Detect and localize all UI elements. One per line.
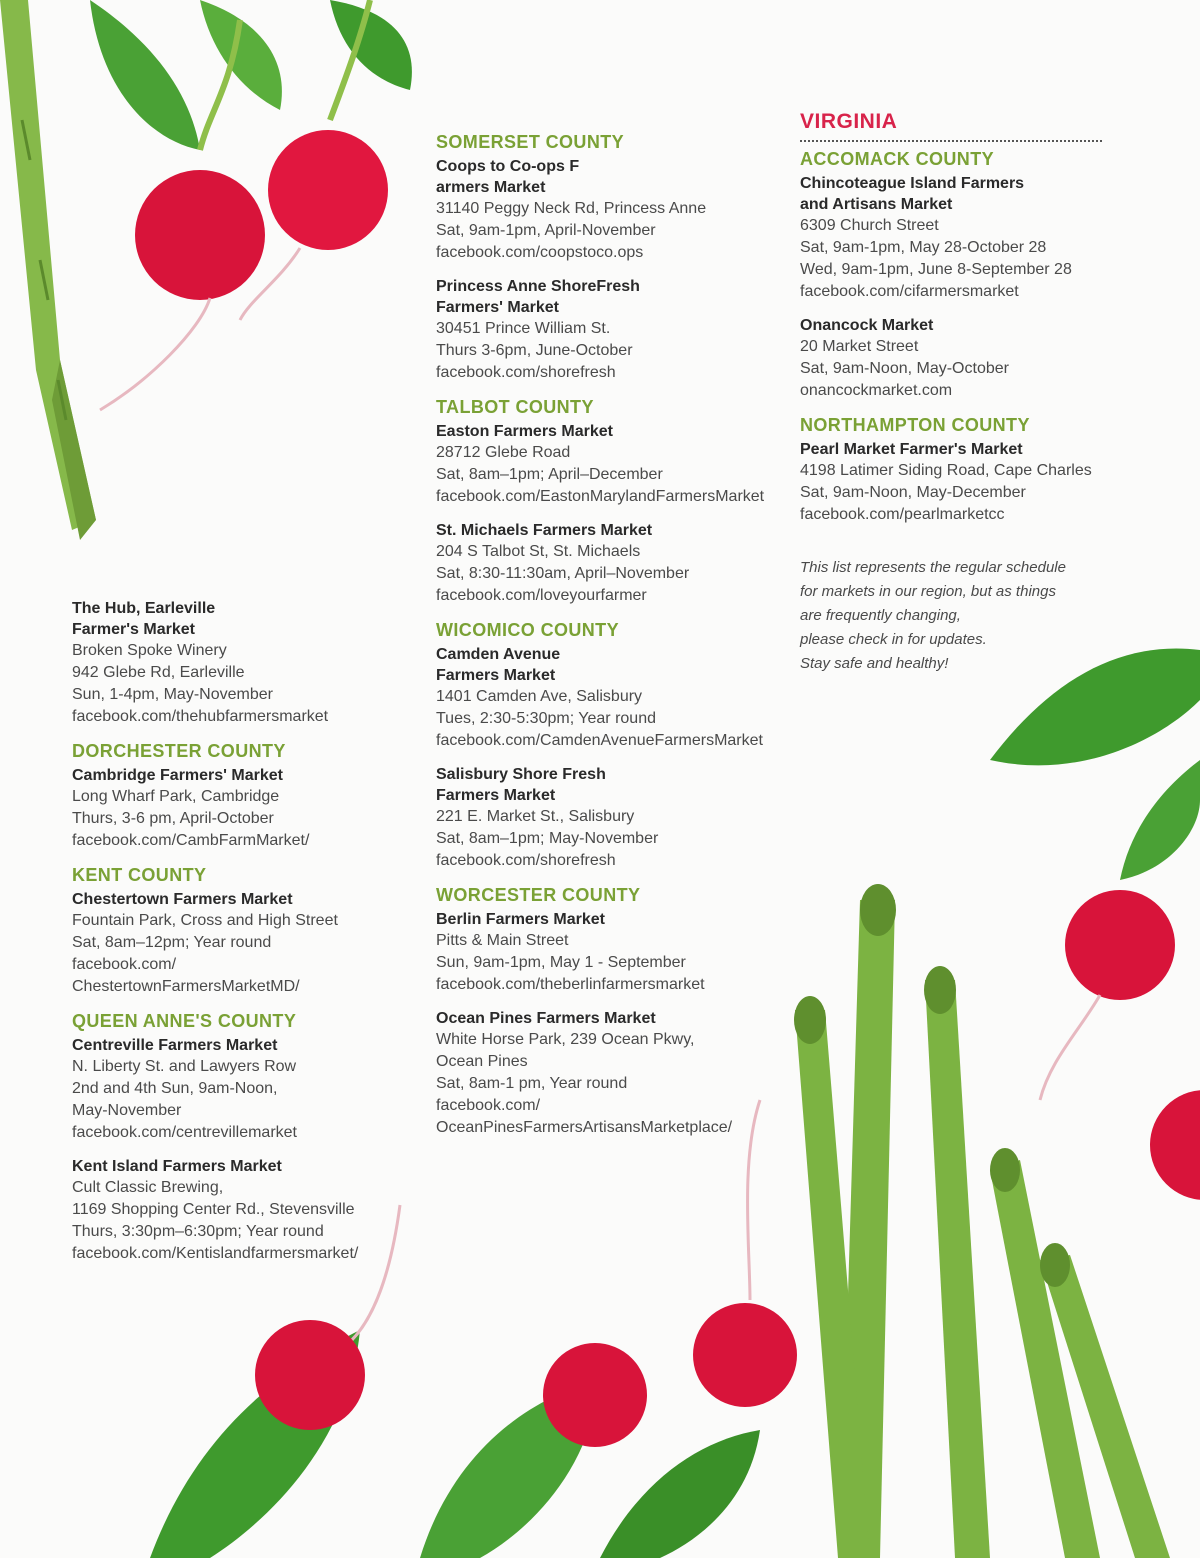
county-heading: QUEEN ANNE'S COUNTY xyxy=(72,1011,297,1031)
market-name: Ocean Pines Farmers Market xyxy=(436,1010,656,1027)
market-detail: White Horse Park, 239 Ocean Pkwy, xyxy=(436,1031,695,1048)
column-left xyxy=(72,598,412,1277)
market-detail: Sat, 9am-1pm, April-November xyxy=(436,222,656,239)
county-heading: DORCHESTER COUNTY xyxy=(72,741,286,761)
market-link[interactable]: OceanPinesFarmersArtisansMarketplace/ xyxy=(436,1119,733,1136)
market-listing xyxy=(436,764,776,872)
note-line: please check in for updates. xyxy=(800,631,987,648)
market-listing xyxy=(800,315,1102,402)
market-listing xyxy=(436,520,776,607)
radish-bottom-2-icon xyxy=(543,1343,647,1447)
disclaimer-note xyxy=(800,556,1102,676)
market-detail: Sat, 8:30-11:30am, April–November xyxy=(436,565,690,582)
market-detail: 942 Glebe Rd, Earleville xyxy=(72,664,245,681)
market-detail: 1169 Shopping Center Rd., Stevensville xyxy=(72,1201,355,1218)
county-heading: WICOMICO COUNTY xyxy=(436,620,619,640)
market-detail: 204 S Talbot St, St. Michaels xyxy=(436,543,641,560)
market-detail: Sat, 8am–12pm; Year round xyxy=(72,934,272,951)
market-link[interactable]: facebook.com/coopstoco.ops xyxy=(436,244,644,261)
market-detail: Sun, 1-4pm, May-November xyxy=(72,686,273,703)
market-detail: Sat, 9am-Noon, May-October xyxy=(800,360,1009,377)
leaf-top-left-icon xyxy=(90,0,200,150)
market-listing xyxy=(72,598,412,728)
market-detail: Tues, 2:30-5:30pm; Year round xyxy=(436,710,656,727)
market-detail: Long Wharf Park, Cambridge xyxy=(72,788,280,805)
market-detail: 20 Market Street xyxy=(800,338,919,355)
market-detail: N. Liberty St. and Lawyers Row xyxy=(72,1058,297,1075)
note-line: are frequently changing, xyxy=(800,607,961,624)
market-link[interactable]: facebook.com/ xyxy=(436,1097,541,1114)
market-name: Chincoteague Island Farmers and Artisans Market xyxy=(800,175,1025,213)
market-detail: Fountain Park, Cross and High Street xyxy=(72,912,338,929)
market-link[interactable]: facebook.com/theberlinfarmersmarket xyxy=(436,976,705,993)
market-detail: 2nd and 4th Sun, 9am-Noon, xyxy=(72,1080,278,1097)
market-listing xyxy=(72,889,412,998)
county-heading: KENT COUNTY xyxy=(72,865,207,885)
market-link[interactable]: facebook.com/ xyxy=(72,956,177,973)
market-detail: May-November xyxy=(72,1102,182,1119)
market-detail: 4198 Latimer Siding Road, Cape Charles xyxy=(800,462,1092,479)
column-middle xyxy=(436,131,776,1151)
note-line: Stay safe and healthy! xyxy=(800,655,949,672)
market-listing xyxy=(72,1156,412,1265)
market-detail: Broken Spoke Winery xyxy=(72,642,227,659)
market-name: Pearl Market Farmer's Market xyxy=(800,441,1023,458)
leaf-top-center-icon xyxy=(330,0,412,90)
market-link[interactable]: facebook.com/centrevillemarket xyxy=(72,1124,297,1141)
county-heading: TALBOT COUNTY xyxy=(436,397,594,417)
market-link[interactable]: onancockmarket.com xyxy=(800,382,953,399)
radish-right-icon xyxy=(1040,890,1175,1100)
market-name: Chestertown Farmers Market xyxy=(72,891,293,908)
county-heading: SOMERSET COUNTY xyxy=(436,132,625,152)
market-listing xyxy=(436,644,776,752)
market-link[interactable]: facebook.com/thehubfarmersmarket xyxy=(72,708,329,725)
market-listing xyxy=(436,156,776,264)
market-link[interactable]: facebook.com/cifarmersmarket xyxy=(800,283,1019,300)
market-listing xyxy=(72,1035,412,1144)
market-link[interactable]: facebook.com/Kentislandfarmersmarket/ xyxy=(72,1245,359,1262)
market-listing xyxy=(800,173,1102,303)
market-link[interactable]: facebook.com/shorefresh xyxy=(436,364,616,381)
market-detail: Thurs 3-6pm, June-October xyxy=(436,342,633,359)
market-name: Princess Anne ShoreFresh Farmers' Market xyxy=(436,278,640,316)
market-detail: Sat, 8am–1pm; May-November xyxy=(436,830,659,847)
market-detail: Thurs, 3:30pm–6:30pm; Year round xyxy=(72,1223,324,1240)
note-line: This list represents the regular schedule xyxy=(800,559,1066,576)
market-listing xyxy=(436,421,776,508)
county-heading: NORTHAMPTON COUNTY xyxy=(800,415,1030,435)
market-detail: 30451 Prince William St. xyxy=(436,320,611,337)
market-listing xyxy=(800,439,1102,526)
market-listing xyxy=(72,765,412,852)
market-name: Centreville Farmers Market xyxy=(72,1037,278,1054)
market-name: Coops to Co-ops F armers Market xyxy=(436,158,580,196)
market-link[interactable]: facebook.com/pearlmarketcc xyxy=(800,506,1005,523)
market-detail: Ocean Pines xyxy=(436,1053,528,1070)
market-listing xyxy=(436,1008,776,1139)
market-listing xyxy=(436,909,776,996)
market-detail: 28712 Glebe Road xyxy=(436,444,571,461)
market-detail: Thurs, 3-6 pm, April-October xyxy=(72,810,274,827)
county-groups xyxy=(800,148,1102,526)
market-name: Salisbury Shore Fresh Farmers Market xyxy=(436,766,606,804)
leaf-bottom-center-2-icon xyxy=(600,1430,760,1558)
market-name: St. Michaels Farmers Market xyxy=(436,522,653,539)
market-detail: 6309 Church Street xyxy=(800,217,939,234)
market-listing xyxy=(436,276,776,384)
note-line: for markets in our region, but as things xyxy=(800,583,1056,600)
market-name: Camden Avenue Farmers Market xyxy=(436,646,561,684)
market-link[interactable]: facebook.com/CambFarmMarket/ xyxy=(72,832,310,849)
market-detail: Cult Classic Brewing, xyxy=(72,1179,224,1196)
county-heading: WORCESTER COUNTY xyxy=(436,885,641,905)
leaf-right-2-icon xyxy=(1120,760,1200,880)
market-detail: Sat, 8am-1 pm, Year round xyxy=(436,1075,628,1092)
market-detail: Sun, 9am-1pm, May 1 - September xyxy=(436,954,686,971)
market-detail: 31140 Peggy Neck Rd, Princess Anne xyxy=(436,200,707,217)
market-detail: Sat, 8am–1pm; April–December xyxy=(436,466,663,483)
market-detail: Wed, 9am-1pm, June 8-September 28 xyxy=(800,261,1072,278)
market-detail: Sat, 9am-Noon, May-December xyxy=(800,484,1026,501)
column-right xyxy=(800,110,1102,676)
market-detail: Sat, 9am-1pm, May 28-October 28 xyxy=(800,239,1047,256)
market-detail: 221 E. Market St., Salisbury xyxy=(436,808,635,825)
market-link[interactable]: facebook.com/shorefresh xyxy=(436,852,616,869)
market-name: Easton Farmers Market xyxy=(436,423,613,440)
market-link[interactable]: ChestertownFarmersMarketMD/ xyxy=(72,978,300,995)
market-link[interactable]: facebook.com/CamdenAvenueFarmersMarket xyxy=(436,732,763,749)
market-name: The Hub, Earleville Farmer's Market xyxy=(72,600,216,638)
market-link[interactable]: facebook.com/EastonMarylandFarmersMarket xyxy=(436,488,765,505)
market-detail: Pitts & Main Street xyxy=(436,932,569,949)
market-name: Onancock Market xyxy=(800,317,934,334)
market-detail: 1401 Camden Ave, Salisbury xyxy=(436,688,643,705)
market-name: Berlin Farmers Market xyxy=(436,911,605,928)
radish-right-edge-icon xyxy=(1150,1090,1200,1200)
state-heading: VIRGINIA xyxy=(800,110,1102,142)
county-heading: ACCOMACK COUNTY xyxy=(800,149,994,169)
market-link[interactable]: facebook.com/loveyourfarmer xyxy=(436,587,647,604)
asparagus-top-left-icon xyxy=(0,0,96,540)
market-name: Cambridge Farmers' Market xyxy=(72,767,283,784)
leaf-top-left-2-icon xyxy=(200,0,282,110)
market-name: Kent Island Farmers Market xyxy=(72,1158,282,1175)
